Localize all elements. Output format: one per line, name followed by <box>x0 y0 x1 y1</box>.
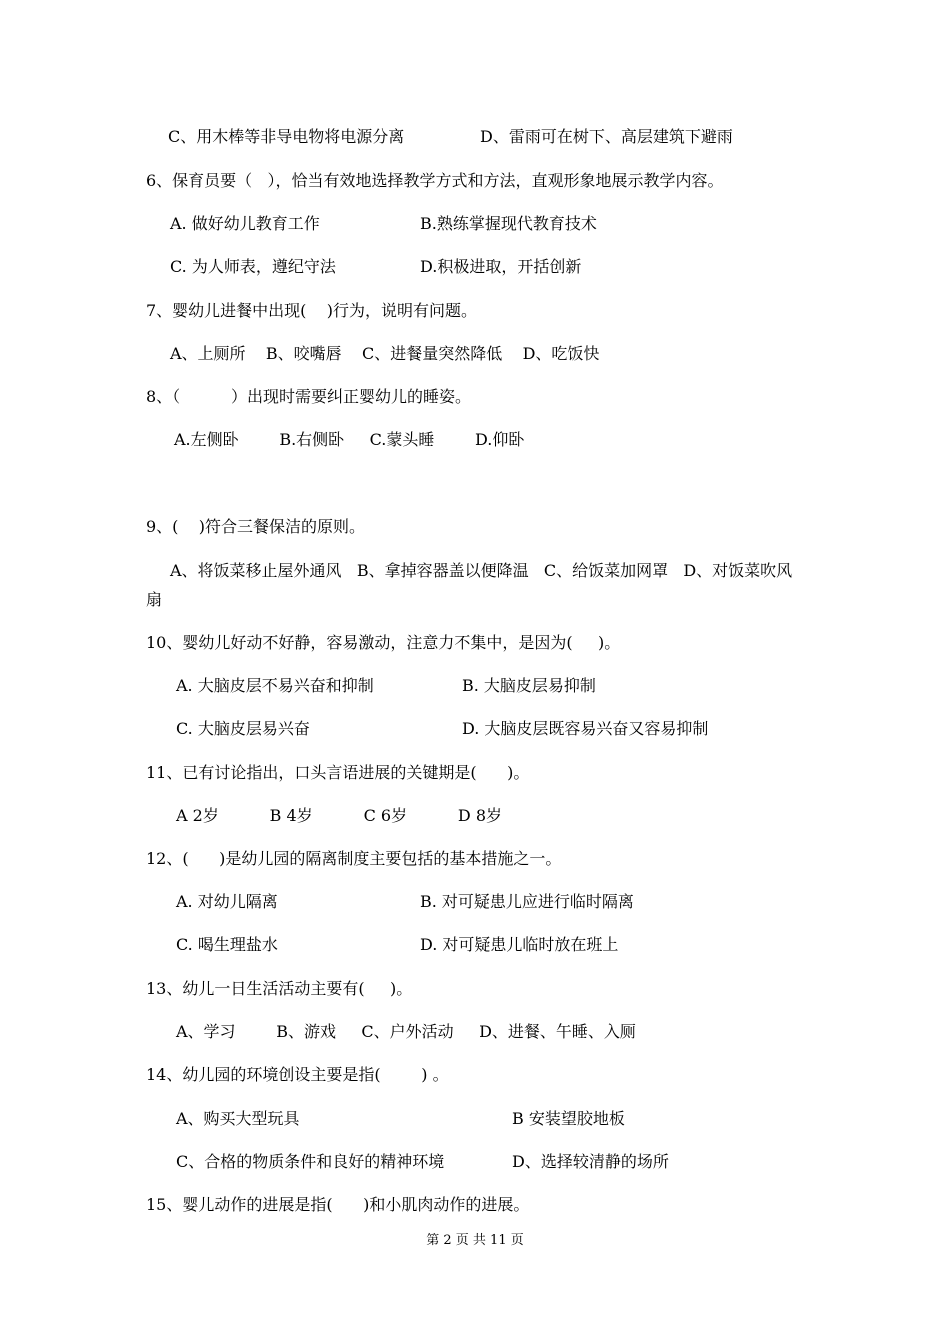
q6-option-a: A. 做好幼儿教育工作 <box>170 214 320 233</box>
q5-option-c: C、用木棒等非导电物将电源分离 <box>168 127 405 146</box>
q14-option-a: A、购买大型玩具 <box>176 1109 300 1128</box>
q14-stem: 14、幼儿园的环境创设主要是指( ) 。 <box>146 1065 449 1084</box>
q11-stem: 11、已有讨论指出，口头言语进展的关键期是( )。 <box>146 763 530 782</box>
q10-stem: 10、婴幼儿好动不好静，容易激动，注意力不集中，是因为( )。 <box>146 633 621 652</box>
q6-option-c: C. 为人师表，遵纪守法 <box>170 257 336 276</box>
q13-stem: 13、幼儿一日生活活动主要有( )。 <box>146 979 413 998</box>
q12-option-c: C. 喝生理盐水 <box>176 935 278 954</box>
q12-stem: 12、( )是幼儿园的隔离制度主要包括的基本措施之一。 <box>146 849 562 868</box>
q12-option-a: A. 对幼儿隔离 <box>176 892 278 911</box>
q14-option-c: C、合格的物质条件和良好的精神环境 <box>176 1152 445 1171</box>
q7-options: A、上厕所 B、咬嘴唇 C、进餐量突然降低 D、吃饭快 <box>170 344 600 363</box>
q10-option-a: A. 大脑皮层不易兴奋和抑制 <box>176 676 374 695</box>
q10-option-d: D. 大脑皮层既容易兴奋又容易抑制 <box>462 719 709 738</box>
q12-option-d: D. 对可疑患儿临时放在班上 <box>420 935 619 954</box>
q12-option-b: B. 对可疑患儿应进行临时隔离 <box>420 892 634 911</box>
q8-stem: 8、（ ）出现时需要纠正婴幼儿的睡姿。 <box>146 387 472 406</box>
q11-options: A 2岁 B 4岁 C 6岁 D 8岁 <box>176 806 503 825</box>
q14-option-d: D、选择较清静的场所 <box>512 1152 669 1171</box>
q9-stem: 9、( )符合三餐保洁的原则。 <box>146 517 366 536</box>
q9-options-wrap: 扇 <box>146 590 163 609</box>
q8-options: A.左侧卧 B.右侧卧 C.蒙头睡 D.仰卧 <box>174 430 525 449</box>
q15-stem: 15、婴儿动作的进展是指( )和小肌肉动作的进展。 <box>146 1195 530 1214</box>
q6-option-b: B.熟练掌握现代教育技术 <box>420 214 597 233</box>
q13-options: A、学习 B、游戏 C、户外活动 D、进餐、午睡、入厕 <box>176 1022 636 1041</box>
q6-option-d: D.积极进取，开括创新 <box>420 257 582 276</box>
q7-stem: 7、婴幼儿进餐中出现( )行为，说明有问题。 <box>146 301 478 320</box>
q10-option-c: C. 大脑皮层易兴奋 <box>176 719 310 738</box>
q5-option-d: D、雷雨可在树下、高层建筑下避雨 <box>480 127 733 146</box>
q10-option-b: B. 大脑皮层易抑制 <box>462 676 596 695</box>
q9-options: A、将饭菜移止屋外通风 B、拿掉容器盖以便降温 C、给饭菜加网罩 D、对饭菜吹风 <box>170 561 793 580</box>
q6-stem: 6、保育员要（ ），恰当有效地选择教学方式和方法，直观形象地展示教学内容。 <box>146 171 724 190</box>
page-footer: 第 2 页 共 11 页 <box>426 1233 524 1248</box>
q14-option-b: B 安装望胶地板 <box>512 1109 625 1128</box>
